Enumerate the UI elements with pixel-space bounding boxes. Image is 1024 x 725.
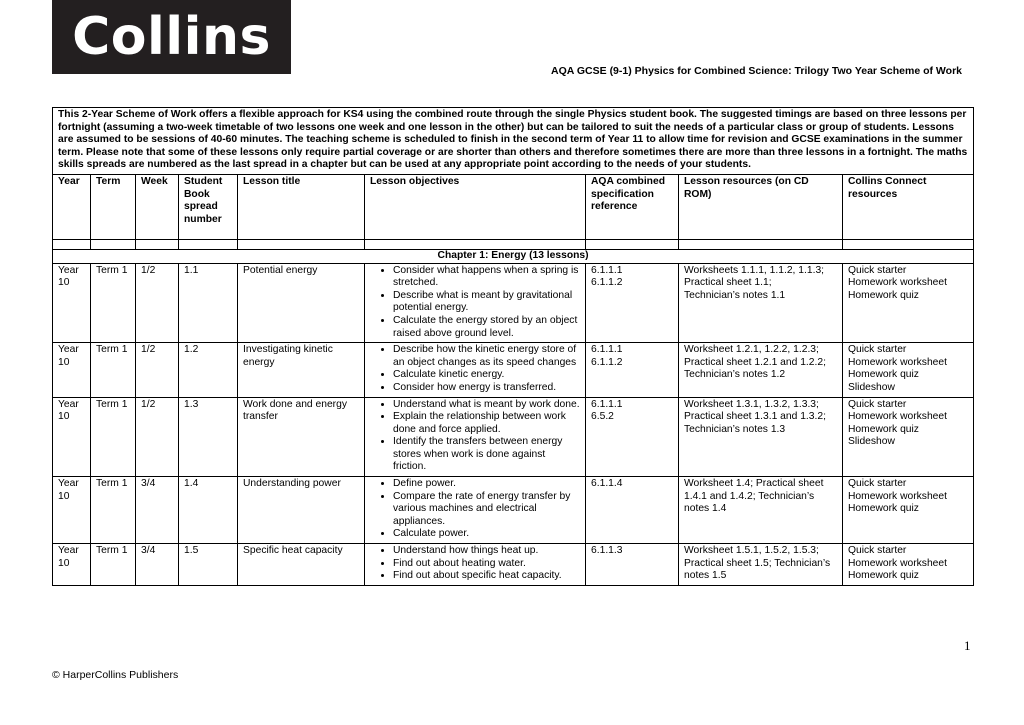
- connect-resources-cell-line: Quick starter: [848, 398, 907, 410]
- spread-cell: 1.3: [179, 397, 238, 477]
- lesson-title-cell: Investigating kinetic energy: [238, 343, 365, 397]
- chapter-row: [53, 249, 974, 263]
- col-year-header: Year: [53, 174, 91, 239]
- spacer-row: [53, 239, 974, 249]
- resources-cell: [679, 263, 843, 343]
- lesson-title-cell: Specific heat capacity: [238, 544, 365, 586]
- objective-item: • Identify the transfers between energy stores when work is done against friction.: [393, 436, 580, 474]
- term-cell: Term 1: [91, 397, 136, 477]
- connect-resources-cell: [843, 263, 974, 343]
- lesson-title-cell: Work done and energy transfer: [238, 397, 365, 477]
- spec-ref-cell: [586, 544, 679, 586]
- spread-cell: 1.1: [179, 263, 238, 343]
- objectives-list: [370, 545, 580, 583]
- week-cell: 1/2: [136, 263, 179, 343]
- connect-resources-cell-line: Homework quiz: [848, 423, 919, 435]
- objective-item: • Describe how the kinetic energy store of an object changes as its speed changes: [393, 344, 580, 369]
- connect-resources-cell-line: Slideshow: [848, 381, 895, 393]
- table-row: [53, 397, 974, 477]
- objective-item: • Define power.: [393, 478, 580, 491]
- col-term-header: Term: [91, 174, 136, 239]
- objective-item: • Understand what is meant by work done.: [393, 399, 580, 412]
- objectives-list: [370, 478, 580, 541]
- page-number: 1: [964, 638, 971, 653]
- year-cell: Year 10: [53, 544, 91, 586]
- objective-item: • Find out about heating water.: [393, 558, 580, 571]
- objectives-cell: [365, 477, 586, 544]
- col-resources-header: Lesson resources (on CD ROM): [679, 174, 843, 239]
- col-connect-header: Collins Connect resources: [843, 174, 974, 239]
- objective-item: • Describe what is meant by gravitational potential energy.: [393, 290, 580, 315]
- col-spread-header: Student Book spread number: [179, 174, 238, 239]
- spec-ref-cell: [586, 477, 679, 544]
- spread-cell: 1.4: [179, 477, 238, 544]
- spec-ref-cell-line: 6.1.1.1: [591, 344, 623, 356]
- connect-resources-cell: [843, 544, 974, 586]
- connect-resources-cell-line: Homework quiz: [848, 570, 919, 582]
- objectives-cell: [365, 343, 586, 397]
- year-cell: Year 10: [53, 477, 91, 544]
- spread-cell: 1.2: [179, 343, 238, 397]
- objective-item: • Explain the relationship between work done and force applied.: [393, 411, 580, 436]
- week-cell: 3/4: [136, 477, 179, 544]
- connect-resources-cell-line: Homework worksheet: [848, 356, 947, 368]
- year-cell: Year 10: [53, 263, 91, 343]
- connect-resources-cell: [843, 477, 974, 544]
- year-cell: Year 10: [53, 397, 91, 477]
- spec-ref-cell-line: 6.1.1.2: [591, 277, 623, 289]
- objective-item: • Consider what happens when a spring is stretched.: [393, 265, 580, 290]
- footer-copyright: © HarperCollins Publishers: [52, 669, 179, 681]
- resources-cell-line: Worksheet 1.4; Practical sheet 1.4.1 and 1.4.2; Technician’s notes 1.4: [684, 478, 824, 515]
- spec-ref-cell: [586, 343, 679, 397]
- scheme-of-work-table: [52, 107, 974, 586]
- table-row: [53, 477, 974, 544]
- resources-cell: [679, 397, 843, 477]
- resources-cell-line: Worksheet 1.3.1, 1.3.2, 1.3.3; Practical sheet 1.3.1 and 1.3.2; Technician’s notes 1.3: [684, 398, 826, 435]
- objectives-list: [370, 399, 580, 475]
- connect-resources-cell-line: Quick starter: [848, 264, 907, 276]
- connect-resources-cell-line: Slideshow: [848, 436, 895, 448]
- term-cell: Term 1: [91, 477, 136, 544]
- col-spec-header: AQA combined specification reference: [586, 174, 679, 239]
- spec-ref-cell: [586, 263, 679, 343]
- spread-cell: 1.5: [179, 544, 238, 586]
- spec-ref-cell-line: 6.1.1.3: [591, 545, 623, 557]
- objectives-cell: [365, 263, 586, 343]
- resources-cell: [679, 343, 843, 397]
- term-cell: Term 1: [91, 263, 136, 343]
- connect-resources-cell-line: Homework quiz: [848, 369, 919, 381]
- header-row: [53, 174, 974, 239]
- resources-cell: [679, 544, 843, 586]
- table-row: [53, 263, 974, 343]
- week-cell: 1/2: [136, 397, 179, 477]
- spec-ref-cell: [586, 397, 679, 477]
- week-cell: 1/2: [136, 343, 179, 397]
- term-cell: Term 1: [91, 343, 136, 397]
- table-row: [53, 544, 974, 586]
- connect-resources-cell: [843, 343, 974, 397]
- col-objectives-header: Lesson objectives: [365, 174, 586, 239]
- table-row: [53, 343, 974, 397]
- term-cell: Term 1: [91, 544, 136, 586]
- objectives-list: [370, 265, 580, 341]
- connect-resources-cell-line: Homework worksheet: [848, 411, 947, 423]
- col-title-header: Lesson title: [238, 174, 365, 239]
- spec-ref-cell-line: 6.1.1.1: [591, 264, 623, 276]
- spec-ref-cell-line: 6.1.1.2: [591, 356, 623, 368]
- resources-cell: [679, 477, 843, 544]
- connect-resources-cell-line: Homework worksheet: [848, 490, 947, 502]
- objectives-cell: [365, 544, 586, 586]
- intro-row: [53, 108, 974, 175]
- week-cell: 3/4: [136, 544, 179, 586]
- connect-resources-cell-line: Quick starter: [848, 344, 907, 356]
- objectives-list: [370, 344, 580, 394]
- col-week-header: Week: [136, 174, 179, 239]
- connect-resources-cell-line: Homework quiz: [848, 289, 919, 301]
- connect-resources-cell-line: Homework worksheet: [848, 557, 947, 569]
- objective-item: • Calculate kinetic energy.: [393, 369, 580, 382]
- connect-resources-cell-line: Quick starter: [848, 545, 907, 557]
- connect-resources-cell-line: Homework quiz: [848, 503, 919, 515]
- objective-item: • Compare the rate of energy transfer by various machines and electrical appliances.: [393, 491, 580, 529]
- resources-cell-line: Worksheet 1.5.1, 1.5.2, 1.5.3; Practical sheet 1.5; Technician’s notes 1.5: [684, 545, 831, 582]
- connect-resources-cell-line: Homework worksheet: [848, 277, 947, 289]
- spec-ref-cell-line: 6.1.1.1: [591, 398, 623, 410]
- document-title: AQA GCSE (9-1) Physics for Combined Science: Trilogy Two Year Scheme of Work: [551, 65, 962, 77]
- objective-item: • Understand how things heat up.: [393, 545, 580, 558]
- resources-cell-line: Technician’s notes 1.1: [684, 289, 786, 301]
- spec-ref-cell-line: 6.1.1.4: [591, 478, 623, 490]
- resources-cell-line: Worksheets 1.1.1, 1.1.2, 1.1.3;: [684, 264, 825, 276]
- objectives-cell: [365, 397, 586, 477]
- spec-ref-cell-line: 6.5.2: [591, 411, 614, 423]
- year-cell: Year 10: [53, 343, 91, 397]
- objective-item: • Calculate the energy stored by an object raised above ground level.: [393, 315, 580, 340]
- connect-resources-cell-line: Quick starter: [848, 478, 907, 490]
- intro-text: This 2-Year Scheme of Work offers a flexible approach for KS4 using the combined route through the single Physics student book. The suggested timings are based on three lessons per fortnight (assuming a two-week timetable of two lessons one week and one lesson in the other) but can be tailored to suit the needs of a particular class or group of students. Lessons are assumed to be sessions of 40-60 minutes. The teaching scheme is scheduled to finish in the second term of Year 11 to allow time for revision and GCSE examinations in the summer term. Please note that some of these lessons only require partial coverage or are shorter than others and therefore sometimes there are more than three lessons in a fortnight. The maths skills spreads are numbered as the last spread in a chapter but can be used at any appropriate point according to the needs of your students.: [53, 108, 974, 175]
- lesson-title-cell: Potential energy: [238, 263, 365, 343]
- objective-item: • Find out about specific heat capacity.: [393, 570, 580, 583]
- resources-cell-line: Worksheet 1.2.1, 1.2.2, 1.2.3; Practical sheet 1.2.1 and 1.2.2; Technician’s notes 1.2: [684, 344, 826, 381]
- chapter-heading: Chapter 1: Energy (13 lessons): [53, 249, 974, 263]
- collins-logo: Collins: [52, 0, 291, 74]
- objective-item: • Calculate power.: [393, 528, 580, 541]
- lesson-title-cell: Understanding power: [238, 477, 365, 544]
- objective-item: • Consider how energy is transferred.: [393, 382, 580, 395]
- resources-cell-line: Practical sheet 1.1;: [684, 277, 772, 289]
- connect-resources-cell: [843, 397, 974, 477]
